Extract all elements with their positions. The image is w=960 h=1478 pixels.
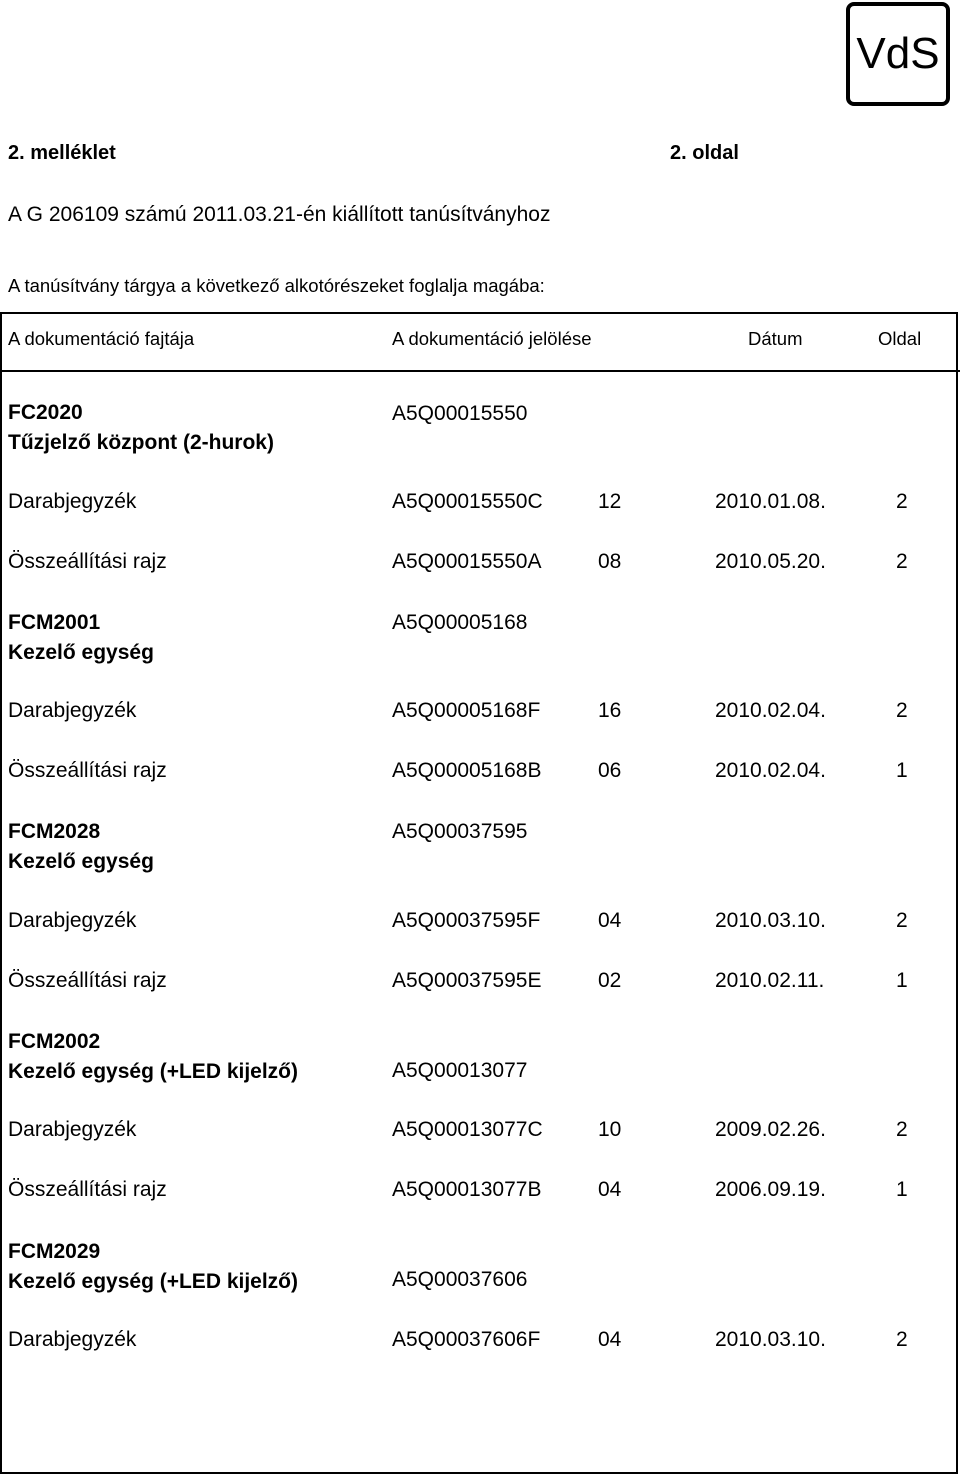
group-code: A5Q00037595 [392, 820, 528, 843]
doc-pages: 2 [896, 1118, 908, 1141]
doc-revision: 02 [598, 969, 622, 992]
group-name: FCM2002 [8, 1030, 101, 1053]
table-row [0, 490, 958, 520]
doc-type: Darabjegyzék [8, 490, 137, 513]
group-code: A5Q00005168 [392, 611, 528, 634]
col-header-pages: Oldal [878, 328, 922, 349]
doc-type: Darabjegyzék [8, 909, 137, 932]
doc-date: 2010.03.10. [715, 909, 826, 932]
group-subtitle: Kezelő egység [8, 641, 154, 664]
logo-text: VdS [856, 29, 940, 78]
doc-revision: 08 [598, 550, 622, 573]
table-row [0, 1118, 958, 1148]
doc-id: A5Q00005168F [392, 699, 541, 722]
subject-line: A tanúsítvány tárgya a következő alkotórészeket foglalja magába: [8, 275, 545, 296]
components-table [0, 312, 958, 1474]
doc-pages: 1 [896, 969, 908, 992]
table-row [0, 1328, 958, 1358]
doc-revision: 04 [598, 909, 622, 932]
doc-date: 2010.02.04. [715, 759, 826, 782]
doc-date: 2010.02.04. [715, 699, 826, 722]
group-title [8, 817, 154, 877]
header-divider [2, 370, 960, 372]
table-row [0, 969, 958, 999]
table-row [0, 909, 958, 939]
group-title [8, 1237, 298, 1297]
group-title [8, 608, 154, 668]
group-code: A5Q00037606 [392, 1268, 528, 1291]
doc-id: A5Q00015550A [392, 550, 542, 573]
doc-revision: 12 [598, 490, 622, 513]
doc-pages: 2 [896, 699, 908, 722]
group-code: A5Q00013077 [392, 1059, 528, 1082]
group-title [8, 1027, 298, 1087]
doc-pages: 1 [896, 759, 908, 782]
table-row [0, 699, 958, 729]
doc-id: A5Q00037595F [392, 909, 541, 932]
doc-date: 2010.05.20. [715, 550, 826, 573]
col-header-doc: A dokumentáció jelölése [392, 328, 592, 349]
doc-id: A5Q00013077C [392, 1118, 543, 1141]
group-subtitle: Kezelő egység (+LED kijelző) [8, 1060, 299, 1083]
doc-revision: 04 [598, 1328, 622, 1351]
doc-type: Összeállítási rajz [8, 550, 167, 573]
doc-type: Összeállítási rajz [8, 969, 167, 992]
doc-type: Darabjegyzék [8, 1118, 137, 1141]
col-header-date: Dátum [748, 328, 803, 349]
page-label: 2. oldal [670, 142, 739, 164]
doc-date: 2009.02.26. [715, 1118, 826, 1141]
doc-pages: 2 [896, 550, 908, 573]
group-name: FCM2028 [8, 820, 101, 843]
annex-label: 2. melléklet [8, 142, 116, 164]
group-name: FCM2001 [8, 611, 101, 634]
doc-id: A5Q00015550C [392, 490, 543, 513]
doc-pages: 2 [896, 490, 908, 513]
doc-date: 2006.09.19. [715, 1178, 826, 1201]
doc-date: 2010.02.11. [715, 969, 825, 992]
vds-logo [846, 2, 950, 106]
doc-type: Darabjegyzék [8, 699, 137, 722]
doc-id: A5Q00037595E [392, 969, 542, 992]
group-code: A5Q00015550 [392, 402, 528, 425]
doc-type: Darabjegyzék [8, 1328, 137, 1351]
doc-revision: 06 [598, 759, 622, 782]
doc-id: A5Q00037606F [392, 1328, 541, 1351]
certificate-line: A G 206109 számú 2011.03.21-én kiállított tanúsítványhoz [8, 203, 551, 226]
doc-id: A5Q00013077B [392, 1178, 542, 1201]
doc-date: 2010.01.08. [715, 490, 826, 513]
doc-revision: 10 [598, 1118, 622, 1141]
group-name: FC2020 [8, 401, 83, 424]
group-name: FCM2029 [8, 1240, 101, 1263]
table-row [0, 550, 958, 580]
col-header-type: A dokumentáció fajtája [8, 328, 195, 349]
group-subtitle: Kezelő egység [8, 850, 154, 873]
doc-type: Összeállítási rajz [8, 1178, 167, 1201]
table-row [0, 759, 958, 789]
table-row [0, 1178, 958, 1208]
doc-pages: 2 [896, 909, 908, 932]
doc-date: 2010.03.10. [715, 1328, 826, 1351]
doc-id: A5Q00005168B [392, 759, 542, 782]
doc-pages: 1 [896, 1178, 908, 1201]
doc-type: Összeállítási rajz [8, 759, 167, 782]
doc-revision: 16 [598, 699, 622, 722]
doc-pages: 2 [896, 1328, 908, 1351]
group-title [8, 398, 274, 458]
group-subtitle: Tűzjelző központ (2-hurok) [8, 431, 274, 454]
doc-revision: 04 [598, 1178, 622, 1201]
group-subtitle: Kezelő egység (+LED kijelző) [8, 1270, 299, 1293]
